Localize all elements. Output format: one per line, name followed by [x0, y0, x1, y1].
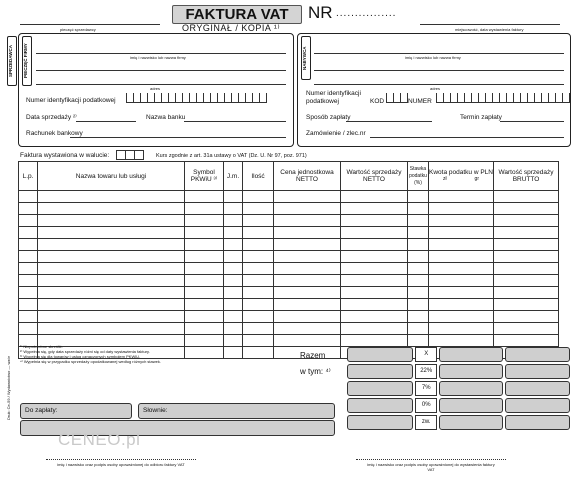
seller-inner-tab: PIECZĘĆ FIRMY — [22, 36, 32, 86]
invoice-number-label: NR — [308, 3, 333, 22]
table-row[interactable] — [19, 287, 559, 299]
col-net-value-header: Wartość sprzedaży NETTO — [341, 162, 408, 191]
table-row[interactable] — [19, 239, 559, 251]
total-label: Razem — [300, 351, 326, 360]
table-row[interactable] — [19, 251, 559, 263]
col-gross-value-header: Wartość sprzedaży BRUTTO — [494, 162, 559, 191]
sale-date-label: Data sprzedaży ²⁾ — [26, 114, 77, 121]
rate-x: X — [415, 347, 437, 362]
in-words-field[interactable] — [138, 403, 335, 419]
exchange-rate-reference: Kurs zgodnie z art. 31a ustawy o VAT (Dz. U. Nr 97, poz. 971) — [156, 153, 307, 159]
receiver-signature-caption: imię i nazwisko oraz podpis osoby upoważnionej do odbioru faktury VAT — [57, 462, 185, 467]
table-row[interactable] — [19, 215, 559, 227]
table-row[interactable] — [19, 227, 559, 239]
table-row[interactable] — [19, 275, 559, 287]
to-pay-field[interactable] — [20, 403, 132, 419]
sale-date-field[interactable] — [76, 121, 136, 122]
table-row[interactable] — [19, 191, 559, 203]
vat-zl-label: zł — [442, 176, 447, 182]
kod-cells[interactable] — [386, 93, 408, 103]
of-which-label: w tym: ⁴⁾ — [300, 367, 331, 376]
buyer-name-line-2[interactable] — [314, 70, 564, 71]
receiver-signature-line[interactable] — [46, 459, 196, 460]
table-row[interactable] — [19, 311, 559, 323]
currency-cells[interactable] — [116, 150, 144, 160]
bank-name-label: Nazwa banku — [146, 114, 186, 121]
payment-method-field[interactable] — [346, 121, 432, 122]
summary-row[interactable] — [347, 347, 570, 362]
table-row[interactable] — [19, 203, 559, 215]
footnote: ²⁾ Wypełnia się, gdy data sprzedaży różni się od daty wystawienia faktury. — [20, 349, 150, 354]
footnotes — [20, 344, 290, 364]
seller-outer-tab: SPRZEDAWCA — [7, 36, 17, 86]
col-vat-rate-header: Stawka podatku (%) — [408, 162, 429, 191]
issuer-signature-line[interactable] — [356, 459, 506, 460]
seller-nip-cells[interactable] — [126, 93, 267, 103]
summary-row[interactable] — [347, 381, 570, 396]
rate-22: 22% — [415, 364, 437, 379]
seller-name-line-2[interactable] — [36, 70, 286, 71]
side-print: Druk: Ce-59 / Wydawnictwo — wzór — [6, 356, 11, 420]
table-row[interactable] — [19, 299, 559, 311]
summary-row[interactable] — [347, 415, 570, 430]
seller-name-line[interactable] — [36, 53, 286, 54]
vat-gr-label: gr — [474, 176, 479, 182]
items-table — [18, 161, 559, 359]
currency-label: Faktura wystawiona w walucie: — [20, 152, 110, 159]
in-words-label: Słownie: — [143, 407, 168, 414]
bank-account-field[interactable] — [70, 137, 286, 138]
seller-nip-label: Numer identyfikacji podatkowej — [26, 97, 116, 104]
to-pay-label: Do zapłaty: — [25, 407, 58, 414]
issuer-signature-caption: imię i nazwisko oraz podpis osoby upoważnionej do wystawienia faktury VAT — [367, 462, 495, 472]
summary-row[interactable] — [347, 398, 570, 413]
buyer-tab: NABYWCA — [301, 36, 311, 80]
bank-account-label: Rachunek bankowy — [26, 130, 83, 137]
order-number-field[interactable] — [370, 137, 564, 138]
payment-method-label: Sposób zapłaty — [306, 114, 351, 121]
footnote: ¹⁾ Niepotrzebne skreślić. — [20, 344, 63, 349]
summary-row[interactable] — [347, 364, 570, 379]
rate-zw: zw. — [415, 415, 437, 430]
buyer-nip-label: Numer identyfikacji podatkowej — [306, 90, 361, 105]
buyer-name-line[interactable] — [314, 53, 564, 54]
stamp-line — [20, 24, 160, 25]
payment-date-label: Termin zapłaty — [460, 114, 502, 121]
seller-name-caption: imię i nazwisko lub nazwa firmy — [130, 55, 186, 60]
footnote: ⁴⁾ Wypełnia się w przypadku sprzedaży opodatkowanej według różnych stawek. — [20, 359, 161, 364]
col-lp-header: L.p. — [19, 162, 38, 191]
rate-0: 0% — [415, 398, 437, 413]
buyer-address-line[interactable] — [314, 84, 564, 85]
buyer-address-caption: adres — [430, 86, 441, 91]
vat-amount-title: Kwota podatku w PLN — [429, 169, 493, 176]
table-row[interactable] — [19, 323, 559, 335]
buyer-name-caption: imię i nazwisko lub nazwa firmy — [405, 55, 461, 60]
seller-address-caption: adres — [150, 86, 161, 91]
payment-date-field[interactable] — [500, 121, 564, 122]
rate-7: 7% — [415, 381, 437, 396]
summary-grid — [347, 347, 570, 430]
issue-date-caption: miejscowość, data wystawienia faktury — [455, 27, 524, 32]
document-title: FAKTURA VAT — [172, 5, 302, 24]
col-name-header: Nazwa towaru lub usługi — [38, 162, 185, 191]
order-number-label: Zamówienie / zlec.nr — [306, 130, 366, 137]
kod-label: KOD — [370, 98, 385, 105]
invoice-number-field[interactable]: ................ — [336, 8, 397, 19]
original-copy-label: ORYGINAŁ / KOPIA ¹⁾ — [182, 23, 281, 33]
numer-label: NUMER — [408, 98, 432, 105]
table-row[interactable] — [19, 263, 559, 275]
bank-name-field[interactable] — [184, 121, 286, 122]
footnote: ³⁾ Wypełnia się dla towarów i usług oznaczonych symbolem PKWiU. — [20, 354, 141, 359]
col-unit-price-header: Cena jednostkowa NETTO — [274, 162, 341, 191]
col-qty-header: Ilość — [243, 162, 274, 191]
ceneo-logo: CENEO.pl — [58, 430, 141, 449]
buyer-nip-cells[interactable] — [436, 93, 570, 103]
col-unit-header: J.m. — [224, 162, 243, 191]
seller-stamp-caption: pieczęć sprzedawcy — [60, 27, 96, 32]
col-vat-amount-header — [429, 162, 494, 191]
date-line — [420, 24, 560, 25]
col-pkwiu-header: Symbol PKWiU ³⁾ — [185, 162, 224, 191]
seller-address-line[interactable] — [36, 84, 286, 85]
